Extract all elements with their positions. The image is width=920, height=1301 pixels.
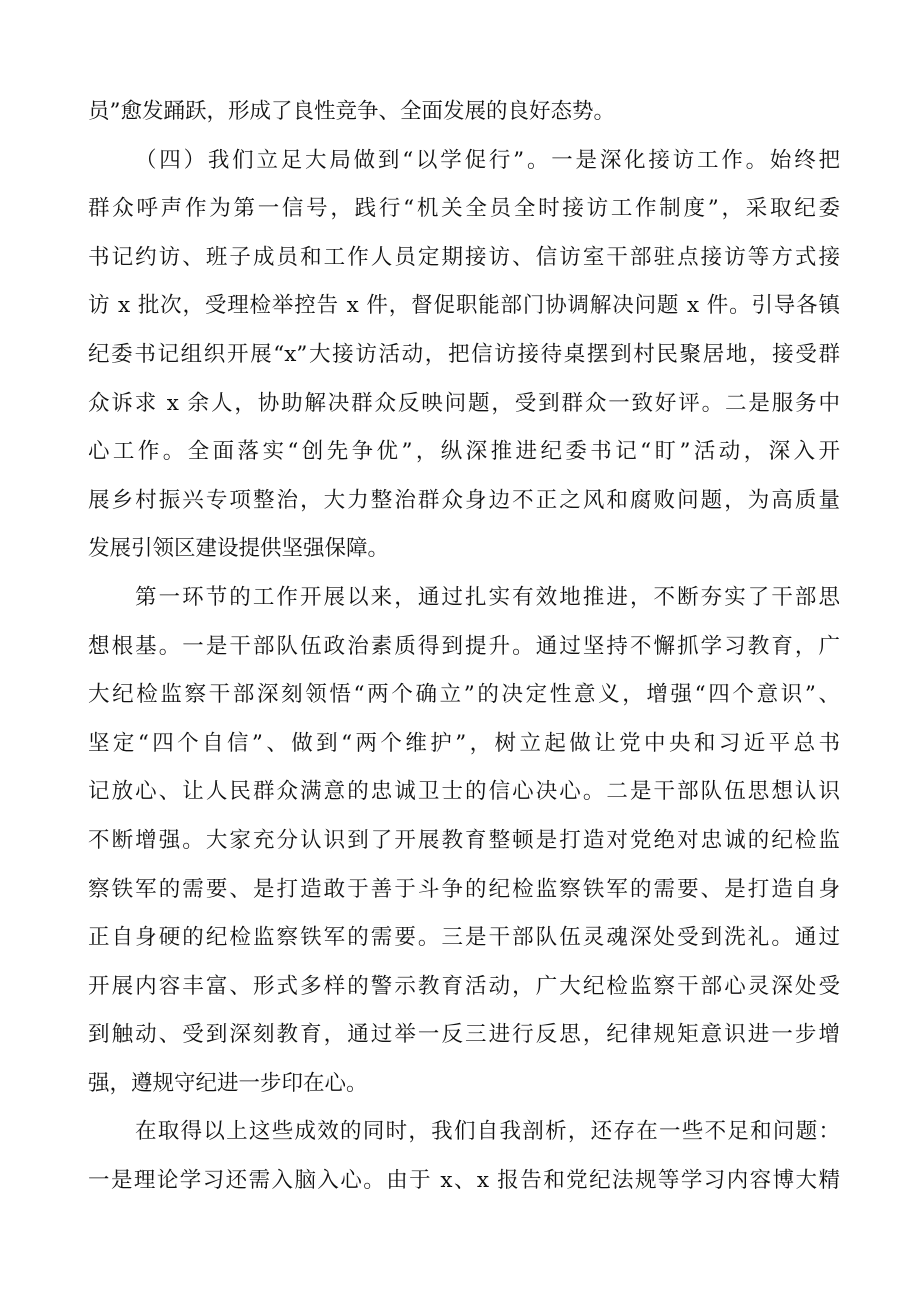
text-line: 正自身硬的纪检监察铁军的需要。三是干部队伍灵魂深处受到洗礼。通过 — [88, 925, 840, 951]
text-line: 众诉求 x 余人，协助解决群众反映问题，受到群众一致好评。二是服务中 — [88, 390, 840, 416]
text-line: 发展引领区建设提供坚强保障。 — [88, 536, 390, 562]
text-line: 书记约访、班子成员和工作人员定期接访、信访室干部驻点接访等方式接 — [88, 244, 840, 270]
text-line: 访 x 批次，受理检举控告 x 件，督促职能部门协调解决问题 x 件。引导各镇 — [88, 293, 840, 319]
text-line: 一是理论学习还需入脑入心。由于 x、x 报告和党纪法规等学习内容博大精 — [88, 1168, 840, 1194]
text-line: （四）我们立足大局做到“以学促行”。一是深化接访工作。始终把 — [135, 147, 840, 173]
text-line: 大纪检监察干部深刻领悟“两个确立”的决定性意义，增强“四个意识”、 — [88, 682, 840, 708]
text-line: 员”愈发踊跃，形成了良性竞争、全面发展的良好态势。 — [88, 99, 615, 124]
text-line: 开展内容丰富、形式多样的警示教育活动，广大纪检监察干部心灵深处受 — [88, 973, 840, 999]
document-body — [88, 88, 840, 1206]
text-line: 纪委书记组织开展“x”大接访活动，把信访接待桌摆到村民聚居地，接受群 — [88, 341, 840, 367]
text-line: 在取得以上这些成效的同时，我们自我剖析，还存在一些不足和问题： — [135, 1119, 840, 1145]
text-line: 到触动、受到深刻教育，通过举一反三进行反思，纪律规矩意识进一步增 — [88, 1022, 840, 1048]
text-line: 想根基。一是干部队伍政治素质得到提升。通过坚持不懈抓学习教育，广 — [88, 633, 840, 659]
text-line: 第一环节的工作开展以来，通过扎实有效地推进，不断夯实了干部思 — [135, 584, 840, 610]
text-line: 群众呼声作为第一信号，践行“机关全员全时接访工作制度”，采取纪委 — [88, 196, 840, 222]
text-line: 察铁军的需要、是打造敢于善于斗争的纪检监察铁军的需要、是打造自身 — [88, 876, 840, 902]
text-line: 坚定“四个自信”、做到“两个维护”，树立起做让党中央和习近平总书 — [88, 730, 840, 756]
text-line: 不断增强。大家充分认识到了开展教育整顿是打造对党绝对忠诚的纪检监 — [88, 827, 840, 853]
text-line: 记放心、让人民群众满意的忠诚卫士的信心决心。二是干部队伍思想认识 — [88, 779, 840, 805]
text-line: 强，遵规守纪进一步印在心。 — [88, 1070, 368, 1096]
text-line: 展乡村振兴专项整治，大力整治群众身边不正之风和腐败问题，为高质量 — [88, 487, 840, 513]
text-line: 心工作。全面落实“创先争优”，纵深推进纪委书记“盯”活动，深入开 — [88, 439, 840, 465]
